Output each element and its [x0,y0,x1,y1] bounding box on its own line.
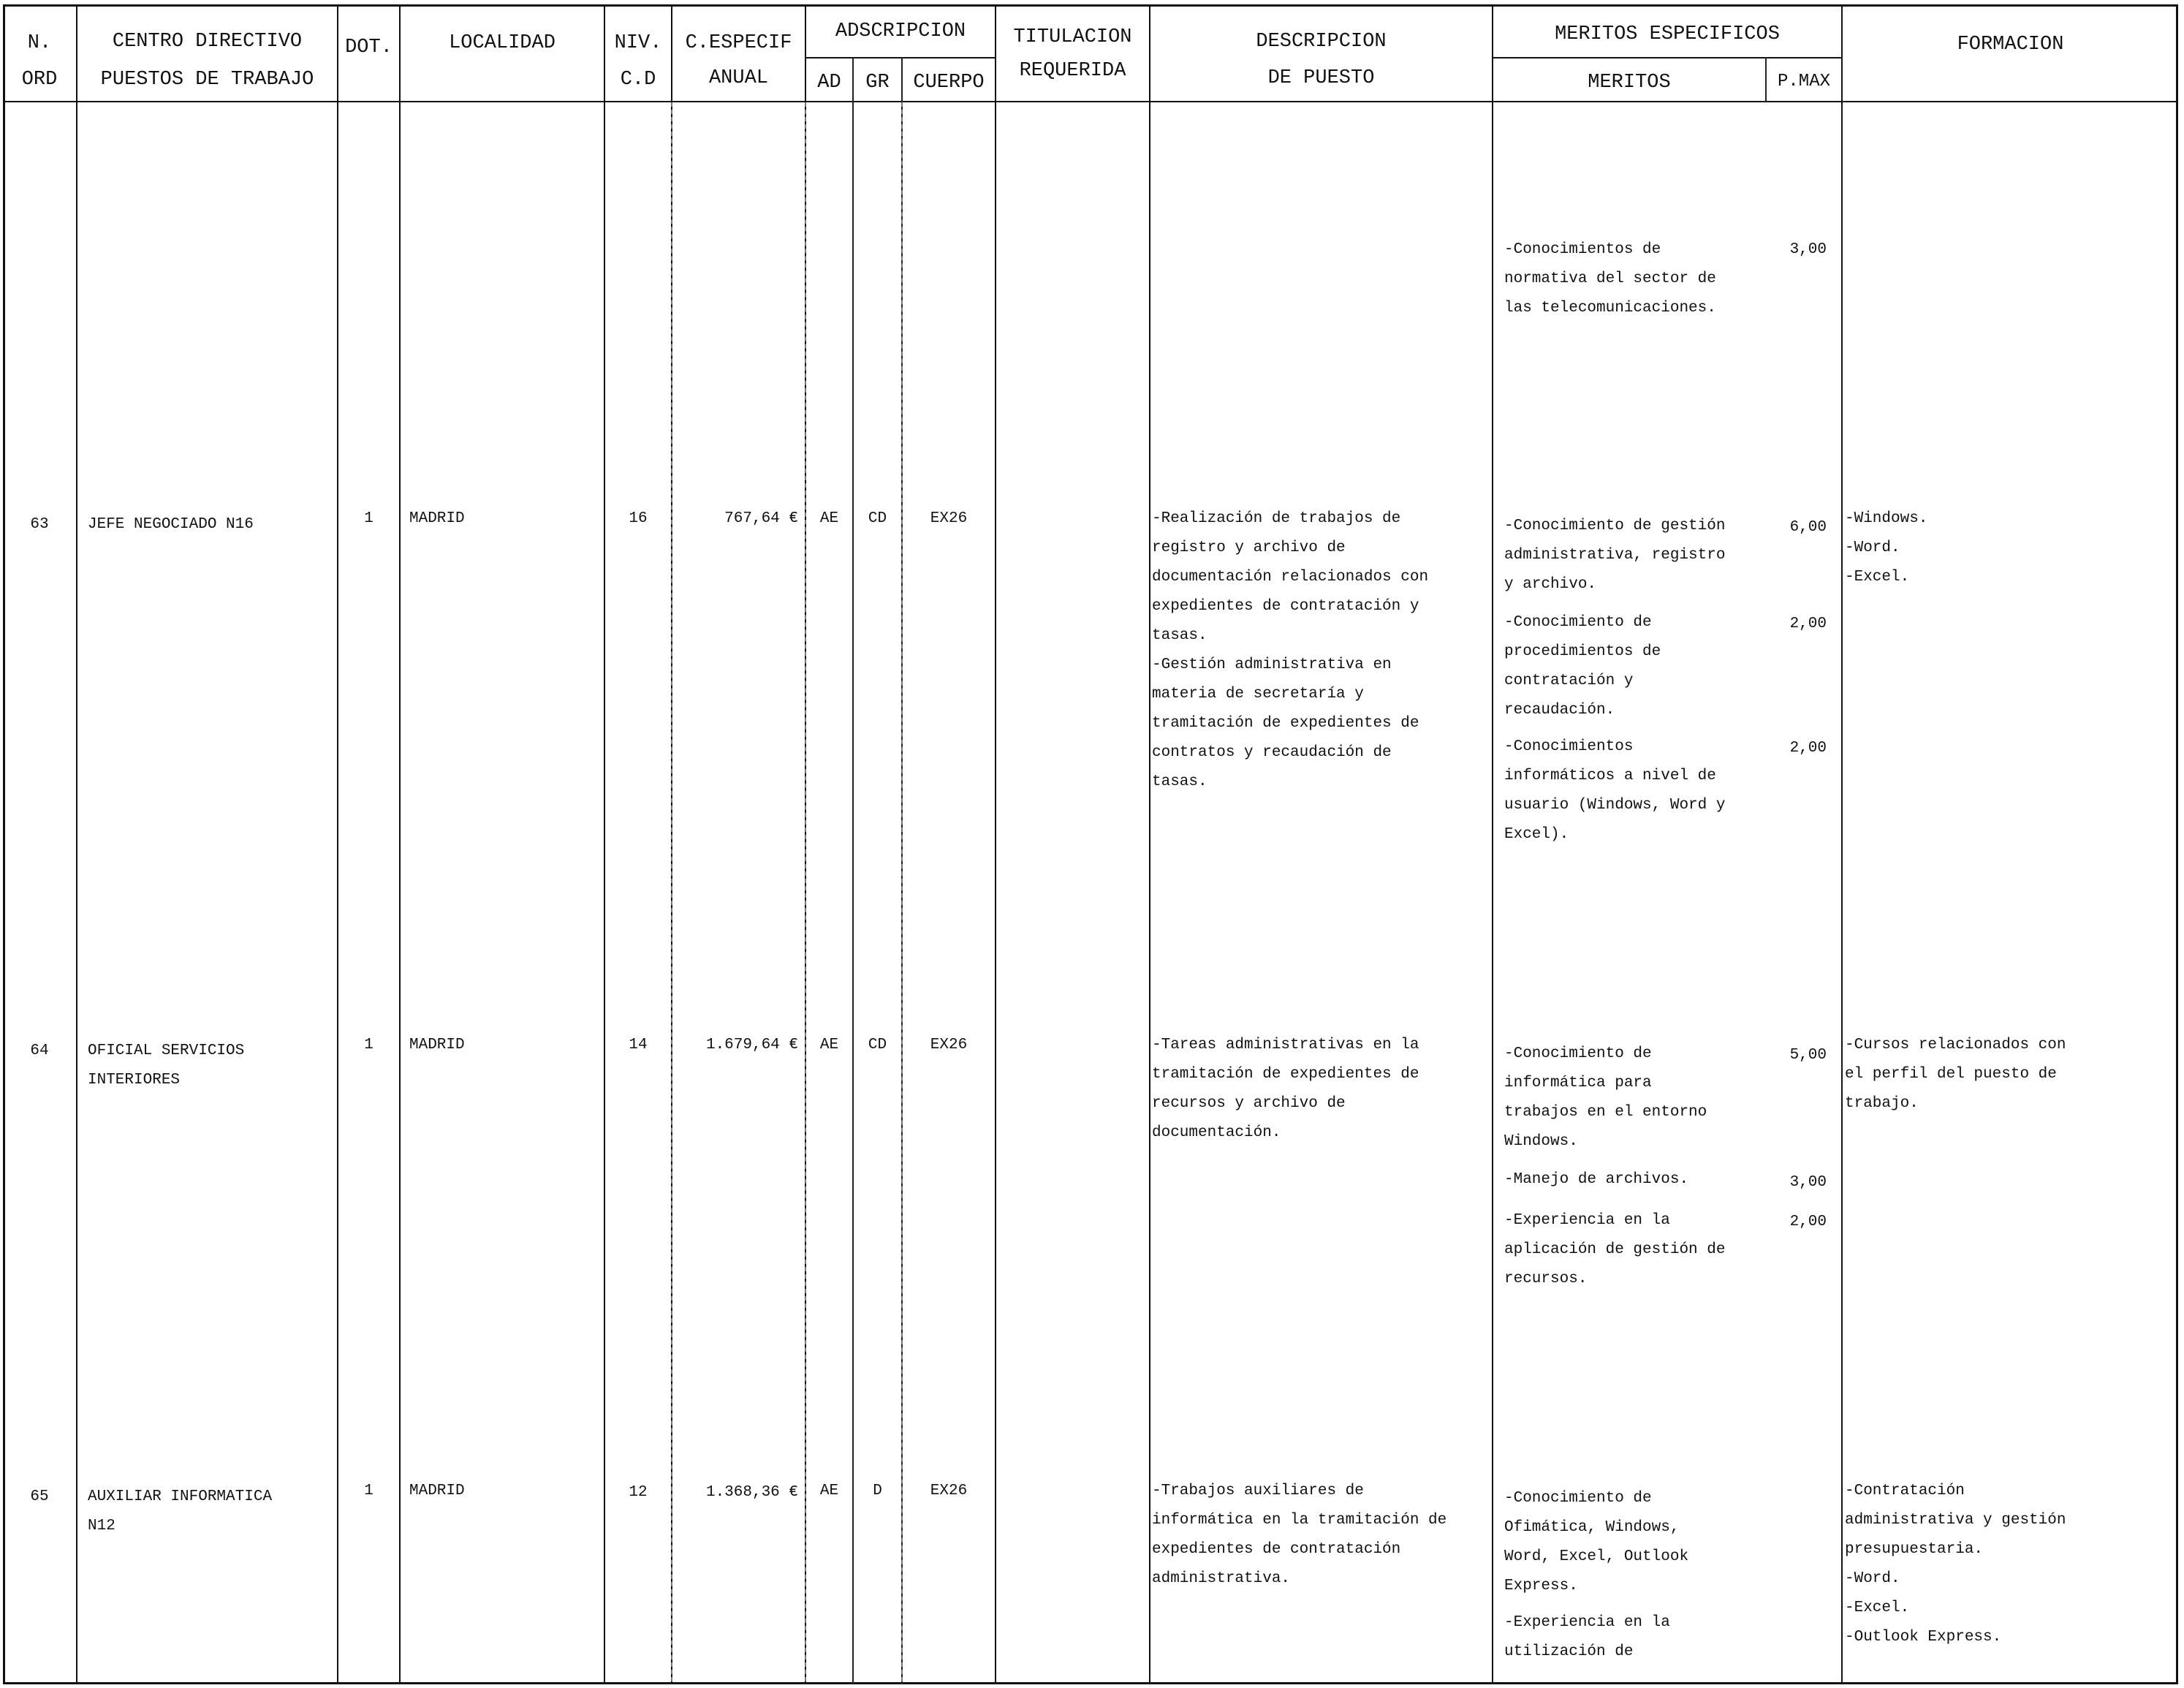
adscripcion-subrule [805,57,995,58]
row-63-merito-2: -Conocimiento de procedimientos de contratación y recaudación. [1504,614,1661,719]
row-64-descripcion: -Tareas administrativas en la tramitación de expedientes de recursos y archivo de documentación. [1152,1037,1419,1141]
col-rule-9 [995,4,996,1684]
row-65-ad: AE [819,1483,839,1499]
row-65-gr: D [873,1483,882,1499]
header-pmax: P.MAX [1777,72,1830,91]
header-dot: DOT. [345,37,393,58]
row-64-pmax-1: 5,00 [1789,1047,1827,1064]
col-rule-2 [337,4,338,1684]
row-64-cesp: 1.679,64 € [705,1037,798,1053]
row-63-descripcion: -Realización de trabajos de registro y archivo de documentación relacionados con expedientes de contratación y tasas. -Gestión administrativa en materia de secretaría y tramitación de expedientes de contratos y recaudación de tasas. [1152,510,1429,790]
header-puestos: PUESTOS DE TRABAJO [100,69,314,91]
row-63-puesto: JEFE NEGOCIADO N16 [88,516,254,533]
header-de-puesto: DE PUESTO [1267,67,1375,89]
row-63-merito-1: -Conocimiento de gestión administrativa, registro y archivo. [1504,518,1726,593]
row-63-merito-3: -Conocimientos informáticos a nivel de usuario (Windows, Word y Excel). [1504,738,1726,843]
header-requerida: REQUERIDA [1019,60,1126,82]
row-65-cesp: 1.368,36 € [705,1484,798,1501]
row-63-ord: 63 [30,516,49,533]
header-ad: AD [817,72,841,94]
row-65-niv: 12 [629,1484,648,1501]
row-63-cesp: 767,64 € [724,510,798,527]
dashed-guide-3 [901,102,903,1681]
row-64-gr: CD [868,1037,887,1053]
row-64-merito-1: -Conocimiento de informática para trabajos en el entorno Windows. [1504,1045,1707,1150]
carryover-merito: -Conocimientos de normativa del sector de las telecomunicaciones. [1504,241,1716,317]
header-cd: C.D [620,69,656,91]
row-64-merito-2: -Manejo de archivos. [1504,1171,1689,1188]
row-64-ord: 64 [30,1042,49,1059]
row-64-dot: 1 [364,1037,374,1053]
col-rule-1 [76,4,77,1684]
row-65-cuerpo: EX26 [930,1483,968,1499]
header-meritos-especificos: MERITOS ESPECIFICOS [1555,23,1780,45]
header-gr: GR [865,72,890,94]
header-localidad: LOCALIDAD [449,32,556,54]
row-63-gr: CD [868,510,887,527]
row-63-pmax-3: 2,00 [1789,740,1827,757]
row-64-cuerpo: EX26 [930,1037,968,1053]
row-64-ad: AE [819,1037,839,1053]
table-frame [3,4,2178,1684]
row-64-localidad: MADRID [409,1037,465,1053]
header-meritos: MERITOS [1588,72,1671,94]
header-anual: ANUAL [708,67,768,89]
row-65-puesto: AUXILIAR INFORMATICA N12 [88,1488,273,1534]
header-bottom-rule [3,101,2178,102]
dashed-guide-2 [805,102,806,1681]
col-rule-13 [1841,4,1843,1684]
row-65-ord: 65 [30,1488,49,1505]
header-centro: CENTRO DIRECTIVO [112,31,303,53]
row-63-ad: AE [819,510,839,527]
header-ord: ORD [21,69,58,91]
col-rule-10 [1149,4,1150,1684]
row-64-merito-3: -Experiencia en la aplicación de gestión de recursos. [1504,1212,1726,1287]
header-titulacion: TITULACION [1013,26,1132,48]
col-rule-3 [399,4,401,1684]
row-65-localidad: MADRID [409,1483,465,1499]
header-adscripcion: ADSCRIPCION [835,20,966,42]
row-64-niv: 14 [629,1037,648,1053]
header-cespecif: C.ESPECIF [685,32,792,54]
row-65-merito-1: -Conocimiento de Ofimática, Windows, Word, Excel, Outlook Express. [1504,1490,1689,1594]
row-63-dot: 1 [364,510,374,527]
meritos-subrule [1492,57,1841,58]
row-63-pmax-1: 6,00 [1789,519,1827,536]
row-65-descripcion: -Trabajos auxiliares de informática en la tramitación de expedientes de contratación administrativa. [1152,1483,1447,1587]
col-rule-7 [852,57,854,1684]
col-rule-4 [604,4,605,1684]
row-65-merito-2: -Experiencia en la utilización de [1504,1614,1670,1660]
row-64-puesto: OFICIAL SERVICIOS INTERIORES [88,1042,245,1089]
row-63-formacion: -Windows. -Word. -Excel. [1845,510,1928,586]
header-formacion: FORMACION [1957,34,2064,56]
carryover-pmax: 3,00 [1789,241,1827,258]
row-64-pmax-2: 3,00 [1789,1174,1827,1191]
header-n: N. [27,32,52,54]
col-rule-11 [1492,4,1493,1684]
row-65-dot: 1 [364,1483,374,1499]
header-cuerpo: CUERPO [913,72,985,94]
dashed-guide-1 [671,102,672,1681]
header-niv: NIV. [614,32,662,54]
row-64-pmax-3: 2,00 [1789,1214,1827,1230]
row-63-cuerpo: EX26 [930,510,968,527]
row-64-formacion: -Cursos relacionados con el perfil del puesto de trabajo. [1845,1037,2066,1112]
row-63-niv: 16 [629,510,648,527]
row-63-localidad: MADRID [409,510,465,527]
header-descripcion: DESCRIPCION [1256,31,1387,53]
row-65-formacion: -Contratación administrativa y gestión presupuestaria. -Word. -Excel. -Outlook Express. [1845,1483,2066,1646]
row-63-pmax-2: 2,00 [1789,616,1827,632]
